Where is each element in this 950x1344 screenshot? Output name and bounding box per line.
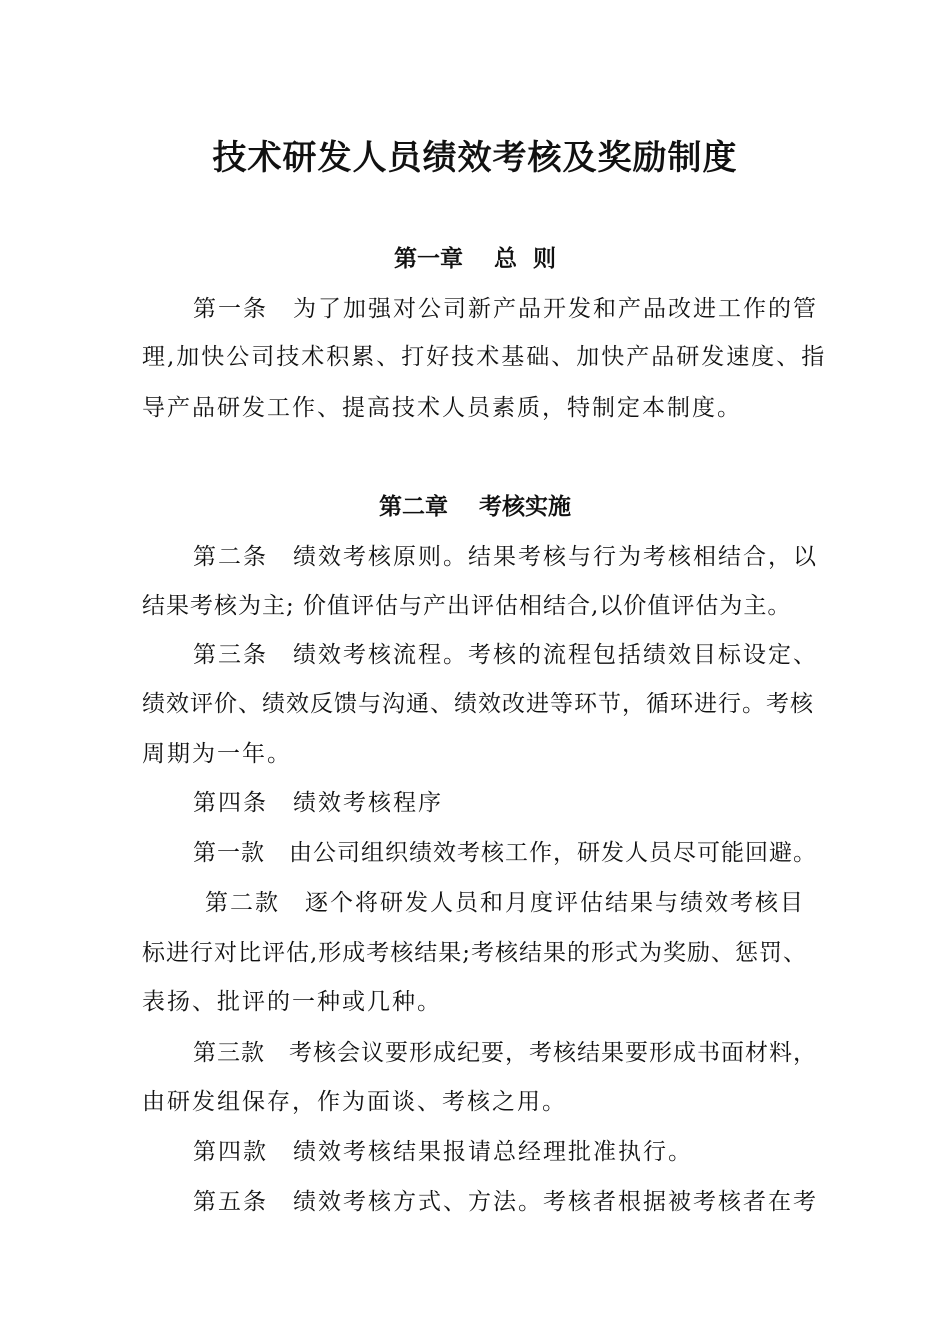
clause-1: 第一款 由公司组织绩效考核工作，研发人员尽可能回避。 xyxy=(193,840,817,866)
chapter-2-heading: 第二章 考核实施 xyxy=(378,493,571,520)
article-2-line-2: 结果考核为主; 价值评估与产出评估相结合,以价值评估为主。 xyxy=(142,593,792,619)
article-2-line-1: 第二条 绩效考核原则。结果考核与行为考核相结合，以 xyxy=(193,544,818,570)
clause-3-line-2: 由研发组保存，作为面谈、考核之用。 xyxy=(142,1089,567,1115)
article-1-line-2: 理,加快公司技术积累、打好技术基础、加快产品研发速度、指 xyxy=(142,344,827,370)
clause-2-line-3: 表扬、批评的一种或几种。 xyxy=(142,989,442,1015)
chapter-1-heading: 第一章 总 则 xyxy=(393,245,557,272)
clause-3-line-1: 第三款 考核会议要形成纪要，考核结果要形成书面材料， xyxy=(193,1040,817,1066)
clause-2-line-1: 第二款 逐个将研发人员和月度评估结果与绩效考核目 xyxy=(205,890,805,916)
article-3-line-3: 周期为一年。 xyxy=(142,741,292,767)
article-4-heading: 第四条 绩效考核程序 xyxy=(193,790,443,816)
article-5-line-1: 第五条 绩效考核方式、方法。考核者根据被考核者在考 xyxy=(193,1189,818,1215)
clause-4: 第四款 绩效考核结果报请总经理批准执行。 xyxy=(193,1139,693,1165)
article-3-line-2: 绩效评价、绩效反馈与沟通、绩效改进等环节，循环进行。考核 xyxy=(142,691,814,717)
article-1-line-3: 导产品研发工作、提高技术人员素质，特制定本制度。 xyxy=(142,395,742,421)
article-1-line-1: 第一条 为了加强对公司新产品开发和产品改进工作的管 xyxy=(193,296,818,322)
document-title: 技术研发人员绩效考核及奖励制度 xyxy=(212,138,738,178)
article-3-line-1: 第三条 绩效考核流程。考核的流程包括绩效目标设定、 xyxy=(193,642,818,668)
clause-2-line-2: 标进行对比评估,形成考核结果;考核结果的形式为奖励、惩罚、 xyxy=(142,940,808,966)
